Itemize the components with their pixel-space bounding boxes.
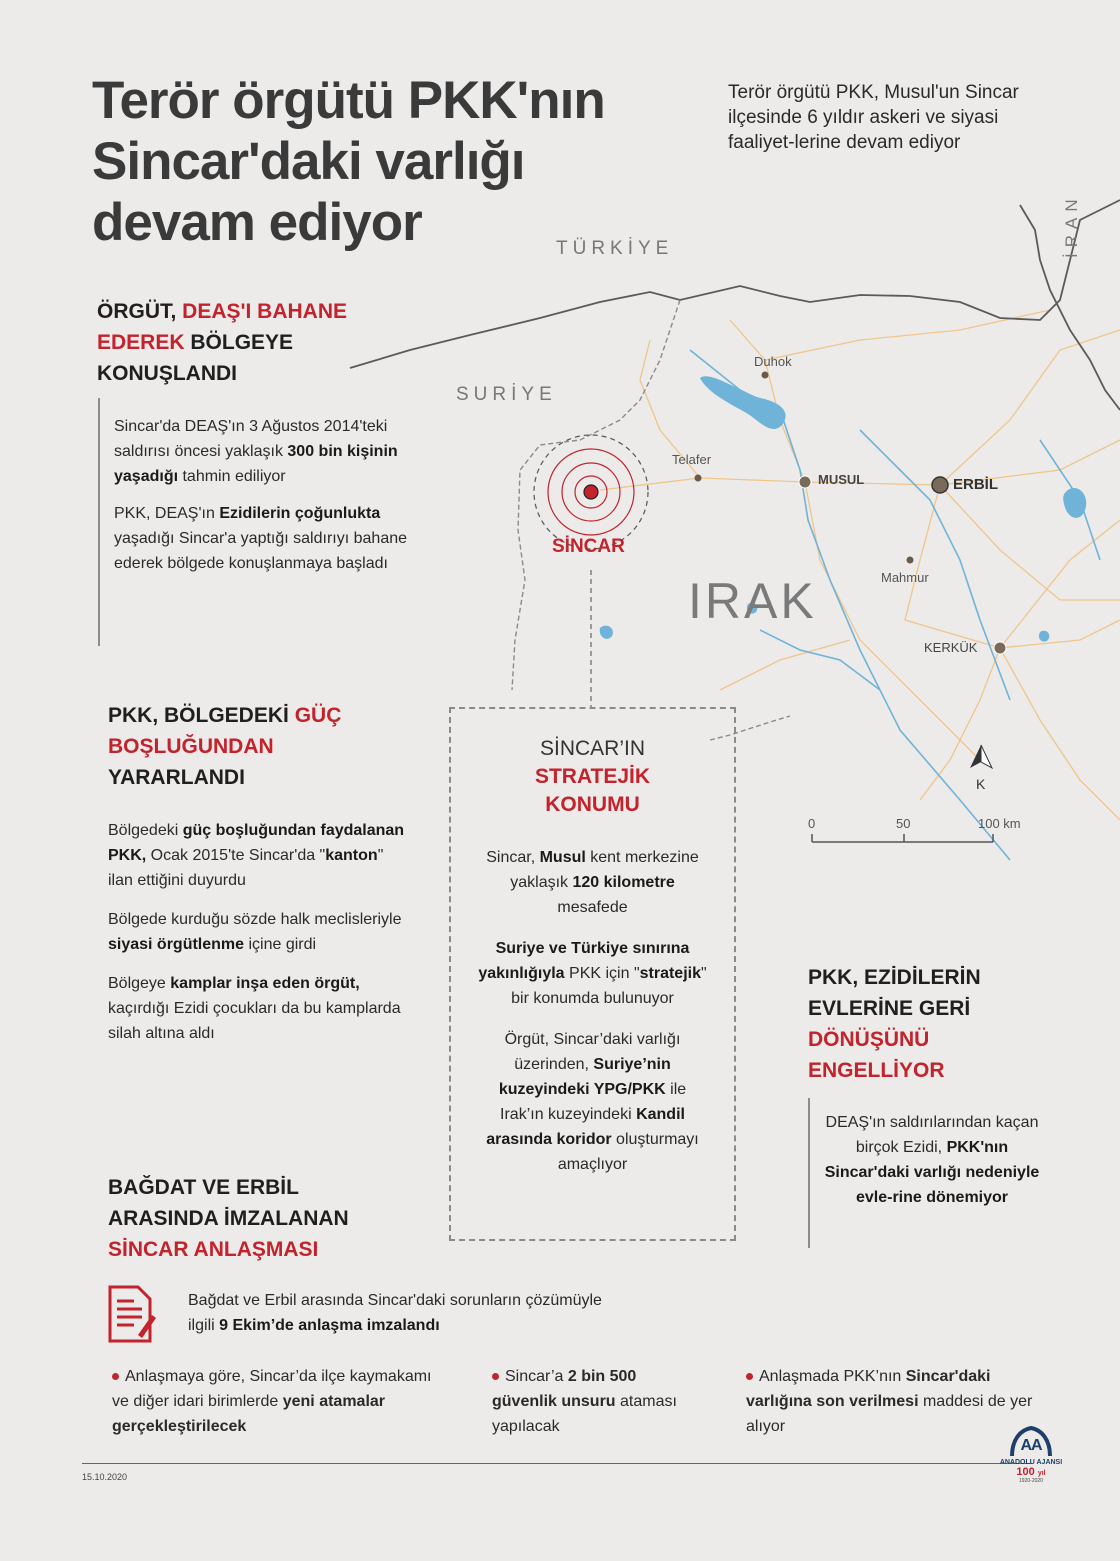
section2-paragraph-1: Bölgedeki güç boşluğundan faydalanan PKK, Ocak 2015'te Sincar'da "kanton" ilan ettiğini duyurdu xyxy=(108,822,405,889)
section3-paragraph-3: Örgüt, Sincar’daki varlığı üzerinden, Suriye’nin kuzeyindeki YPG/PKK ile Irak’ın kuzeyindeki Kandil arasında koridor oluşturmayı amaçlıyor xyxy=(486,1031,699,1173)
title-line-3: devam ediyor xyxy=(92,193,422,252)
footer-date: 15.10.2020 xyxy=(82,1472,128,1482)
scale-bar xyxy=(812,834,993,842)
aa-logo xyxy=(996,1424,1066,1484)
section3-paragraph-1: Sincar, Musul kent merkezine yaklaşık 120 kilometre mesafede xyxy=(486,849,699,916)
section4-paragraph-1: DEAŞ'ın saldırılarından kaçan birçok Ezidi, PKK'nın Sincar'daki varlığı nedeniyle evle-rine dönemiyor xyxy=(824,1114,1040,1206)
label-suriye: SURİYE xyxy=(456,384,557,405)
label-musul: MUSUL xyxy=(818,472,865,487)
document-icon xyxy=(108,1285,156,1343)
scale-label-100: 100 km xyxy=(978,816,1021,831)
bullet-dot xyxy=(492,1373,499,1380)
section5-heading: BAĞDAT VE ERBİL ARASINDA İMZALANAN SİNCAR ANLAŞMASI xyxy=(108,1176,349,1261)
section1-paragraph-2: PKK, DEAŞ'ın Ezidilerin çoğunlukta yaşadığı Sincar'a yaptığı saldırıyı bahane ederek bölgede konuşlanmaya başladı xyxy=(114,505,408,572)
label-duhok: Duhok xyxy=(754,354,792,369)
label-telafer: Telafer xyxy=(672,452,712,467)
subtitle: Terör örgütü PKK, Musul'un Sincar ilçesinde 6 yıldır askeri ve siyasi faaliyet-lerine devam ediyor xyxy=(728,82,1019,153)
section4-heading: PKK, EZİDİLERİN EVLERİNE GERİ DÖNÜŞÜNÜ ENGELLİYOR xyxy=(808,966,981,1082)
label-irak: IRAK xyxy=(688,573,817,629)
page-title xyxy=(92,70,692,253)
bullet-dot xyxy=(746,1373,753,1380)
north-label: K xyxy=(976,776,986,792)
aa-text: ANADOLU AJANSI xyxy=(999,1459,1063,1466)
section3-heading: SİNCAR’IN STRATEJİK KONUMU xyxy=(534,737,651,816)
section1-paragraph-1: Sincar'da DEAŞ'ın 3 Ağustos 2014'teki saldırısı öncesi yaklaşık 300 bin kişinin yaşadığı tahmin ediliyor xyxy=(114,418,398,485)
north-arrow-icon xyxy=(970,745,992,768)
section2-paragraph-3: Bölgeye kamplar inşa eden örgüt, kaçırdığı Ezidi çocukları da bu kamplarda silah altına aldı xyxy=(108,975,401,1042)
strategic-location-box xyxy=(449,707,736,1241)
section4-body xyxy=(808,1098,1042,1248)
section2-paragraph-2: Bölgede kurduğu sözde halk meclisleriyle siyasi örgütlenme içine girdi xyxy=(108,911,402,953)
scale-label-50: 50 xyxy=(896,816,911,831)
footer-rule xyxy=(82,1463,1032,1464)
anniversary-badge: 100 yıl 1920-2020 xyxy=(1016,1466,1046,1484)
title-line-1: Terör örgütü PKK'nın xyxy=(92,71,605,130)
label-turkiye: TÜRKİYE xyxy=(556,238,674,259)
agreement-intro: Bağdat ve Erbil arasında Sincar'daki sorunların çözümüyle ilgili 9 Ekim’de anlaşma imzalandı xyxy=(188,1292,602,1334)
section2-heading: PKK, BÖLGEDEKİ GÜÇ BOŞLUĞUNDAN YARARLANDI xyxy=(108,704,342,789)
label-mahmur: Mahmur xyxy=(881,570,929,585)
label-erbil: ERBİL xyxy=(953,476,998,493)
bullet-dot xyxy=(112,1373,119,1380)
title-line-2: Sincar'daki varlığı xyxy=(92,132,525,191)
label-kerkuk: KERKÜK xyxy=(924,640,978,655)
label-sincar: SİNCAR xyxy=(552,536,625,557)
bullet-2: Sincar’a 2 bin 500 güvenlik unsuru ataması yapılacak xyxy=(492,1368,677,1435)
section2-body xyxy=(108,818,408,1046)
section1-heading: ÖRGÜT, DEAŞ'I BAHANE EDEREK BÖLGEYE KONUŞLANDI xyxy=(97,300,348,385)
sincar-marker xyxy=(534,435,648,549)
aa-letters: AA xyxy=(1020,1437,1042,1454)
iraq-syria-border xyxy=(512,300,790,740)
bullet-3: Anlaşmada PKK’nın Sincar'daki varlığına son verilmesi maddesi de yer alıyor xyxy=(746,1368,1033,1435)
scale-label-0: 0 xyxy=(808,816,816,831)
section3-paragraph-2: Suriye ve Türkiye sınırına yakınlığıyla PKK için "stratejik" bir konumda bulunuyor xyxy=(478,940,707,1007)
label-iran: İRAN xyxy=(1062,193,1081,258)
section1-body xyxy=(98,398,414,646)
bullet-1: Anlaşmaya göre, Sincar’da ilçe kaymakamı ve diğer idari birimlerde yeni atamalar gerçekleştirilecek xyxy=(112,1368,432,1435)
